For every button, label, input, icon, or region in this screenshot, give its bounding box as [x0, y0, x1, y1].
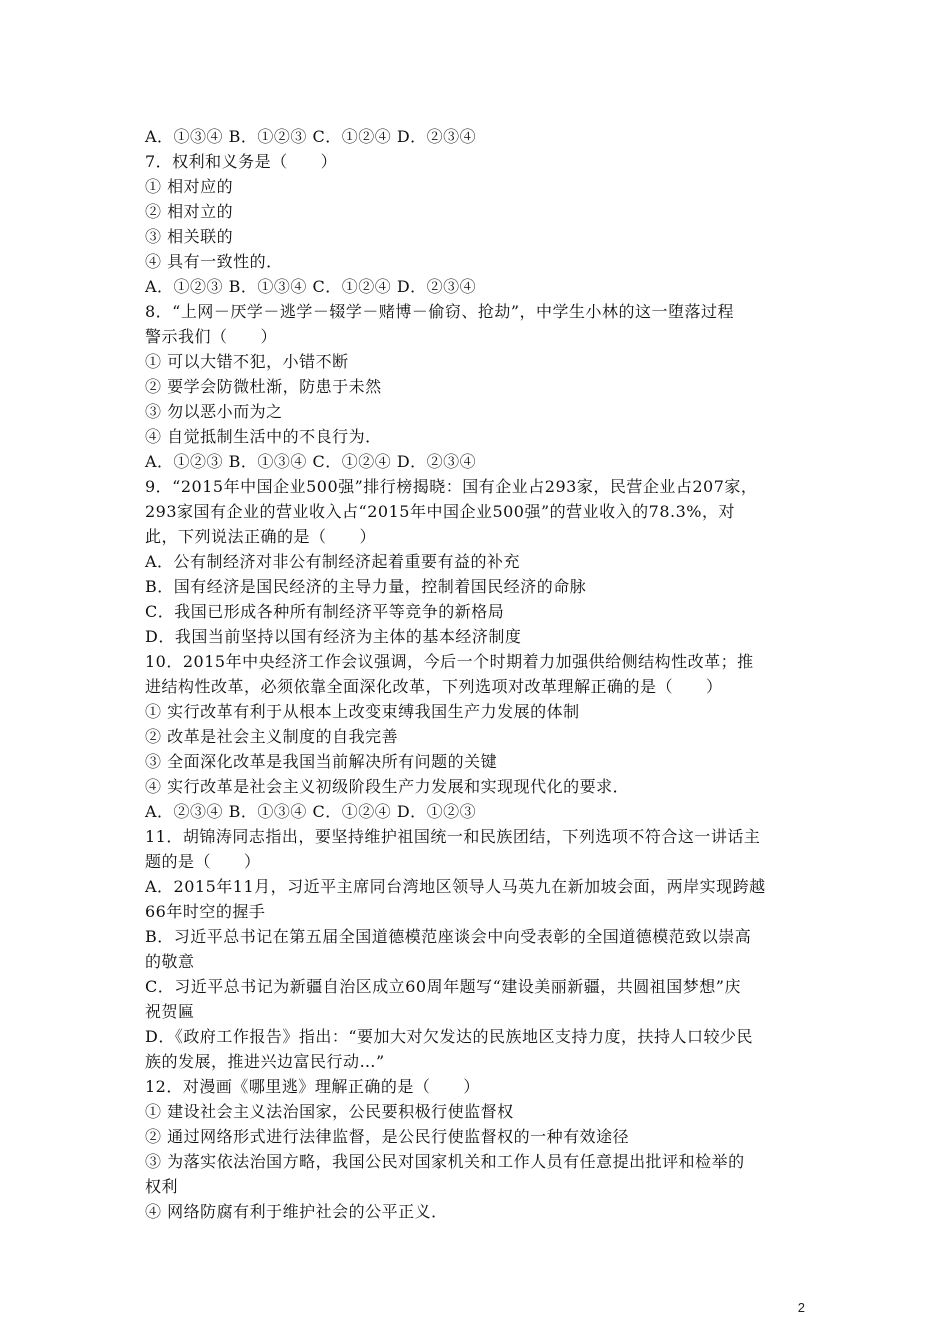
text-line: ② 通过网络形式进行法律监督，是公民行使监督权的一种有效途径	[145, 1127, 630, 1146]
text-line: 12．对漫画《哪里逃》理解正确的是（ ）	[145, 1077, 480, 1096]
text-line: ① 相对应的	[145, 177, 234, 196]
text-line: ② 要学会防微杜渐，防患于未然	[145, 377, 382, 396]
text-line: 权利	[145, 1177, 179, 1196]
text-line: 题的是（ ）	[145, 852, 261, 871]
text-line: D．我国当前坚持以国有经济为主体的基本经济制度	[145, 627, 522, 646]
question-text-block	[145, 124, 815, 1224]
text-line: ② 相对立的	[145, 202, 234, 221]
text-line: 进结构性改革，必须依靠全面深化改革，下列选项对改革理解正确的是（ ）	[145, 677, 723, 696]
text-line: 9．“2015年中国企业500强”排行榜揭晓：国有企业占293家，民营企业占207家，	[145, 477, 758, 496]
text-line: 66年时空的握手	[145, 902, 266, 921]
text-line: ① 可以大错不犯，小错不断	[145, 352, 349, 371]
text-line: ① 实行改革有利于从根本上改变束缚我国生产力发展的体制	[145, 702, 580, 721]
text-line: 7．权利和义务是（ ）	[145, 152, 338, 171]
text-line: ④ 具有一致性的．	[145, 252, 283, 271]
text-line: 11．胡锦涛同志指出，要坚持维护祖国统一和民族团结，下列选项不符合这一讲话主	[145, 827, 761, 846]
page-number: 2	[797, 1300, 805, 1315]
text-line: ④ 实行改革是社会主义初级阶段生产力发展和实现现代化的要求．	[145, 777, 630, 796]
text-line: B．国有经济是国民经济的主导力量，控制着国民经济的命脉	[145, 577, 587, 596]
text-line: ① 建设社会主义法治国家，公民要积极行使监督权	[145, 1102, 514, 1121]
text-line: A．①③④ B．①②③ C．①②④ D．②③④	[145, 127, 477, 146]
text-line: ② 改革是社会主义制度的自我完善	[145, 727, 399, 746]
text-line: A．①②③ B．①③④ C．①②④ D．②③④	[145, 277, 477, 296]
text-line: C．习近平总书记为新疆自治区成立60周年题写“建设美丽新疆，共圆祖国梦想”庆	[145, 977, 741, 996]
text-line: A．2015年11月，习近平主席同台湾地区领导人马英九在新加坡会面，两岸实现跨越	[145, 877, 766, 896]
text-line: A．公有制经济对非公有制经济起着重要有益的补充	[145, 552, 521, 571]
text-line: 警示我们（ ）	[145, 327, 278, 346]
text-line: 10．2015年中央经济工作会议强调，今后一个时期着力加强供给侧结构性改革；推	[145, 652, 754, 671]
text-line: 8．“上网－厌学－逃学－辍学－赌博－偷窃、抢劫”，中学生小林的这一堕落过程	[145, 302, 735, 321]
text-line: ③ 为落实依法治国方略，我国公民对国家机关和工作人员有任意提出批评和检举的	[145, 1152, 745, 1171]
text-line: ④ 自觉抵制生活中的不良行为．	[145, 427, 382, 446]
text-line: B．习近平总书记在第五届全国道德模范座谈会中向受表彰的全国道德模范致以崇高	[145, 927, 752, 946]
text-line: D．《政府工作报告》指出：“要加大对欠发达的民族地区支持力度，扶持人口较少民	[145, 1027, 754, 1046]
text-line: 族的发展，推进兴边富民行动…”	[145, 1052, 385, 1071]
text-line: 祝贺匾	[145, 1002, 195, 1021]
text-line: 的敬意	[145, 952, 195, 971]
text-line: ④ 网络防腐有利于维护社会的公平正义．	[145, 1202, 448, 1221]
text-line: ③ 勿以恶小而为之	[145, 402, 283, 421]
text-line: A．①②③ B．①③④ C．①②④ D．②③④	[145, 452, 477, 471]
text-line: ③ 相关联的	[145, 227, 234, 246]
text-line: 此，下列说法正确的是（ ）	[145, 527, 377, 546]
text-line: A．②③④ B．①③④ C．①②④ D．①②③	[145, 802, 477, 821]
text-line: 293家国有企业的营业收入占“2015年中国企业500强”的营业收入的78.3%，对	[145, 502, 735, 521]
text-line: ③ 全面深化改革是我国当前解决所有问题的关键	[145, 752, 498, 771]
text-line: C．我国已形成各种所有制经济平等竞争的新格局	[145, 602, 505, 621]
